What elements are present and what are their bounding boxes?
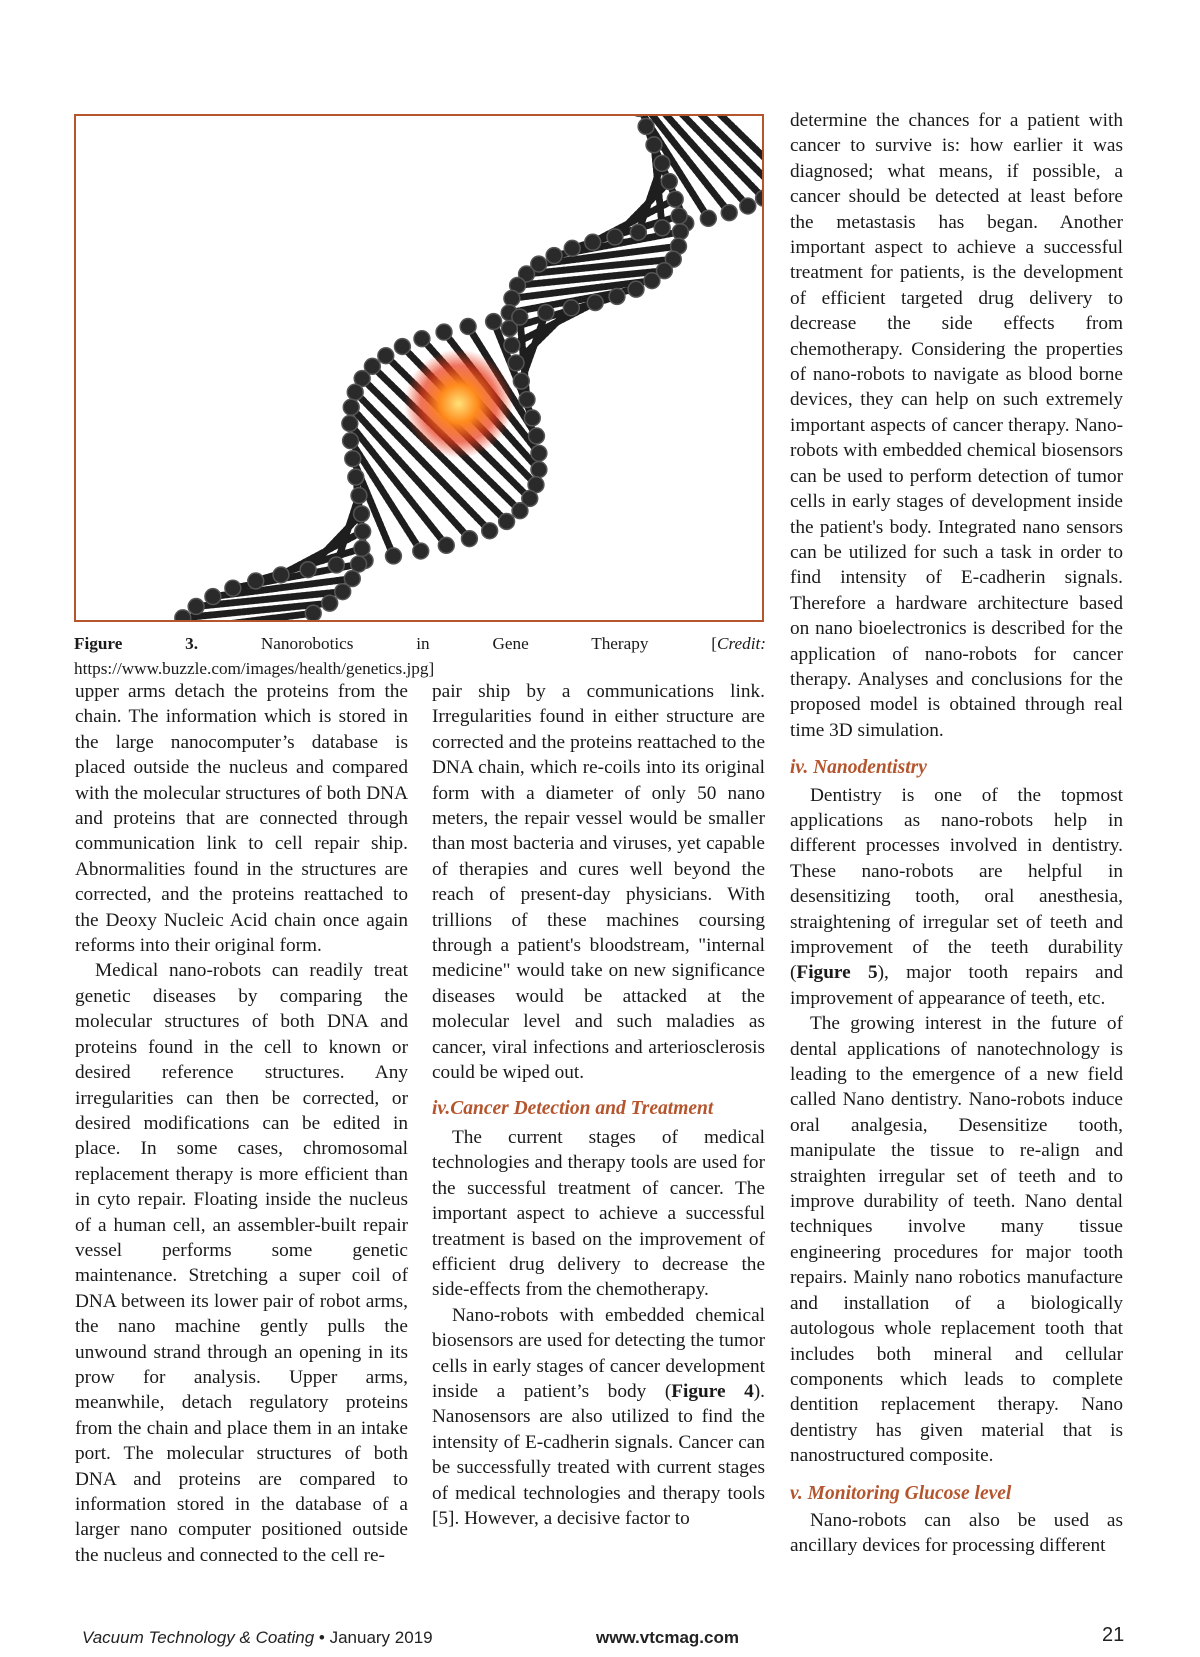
helix-node — [205, 589, 221, 605]
helix-node — [585, 234, 601, 250]
right-p2-before: Dentistry is one of the topmost applications as nano-robots help in different processes involved in dentistry. These nano-robots are helpful in desensitizing tooth, oral anesthesia, straightening of irregular set of teeth and improvement of the teeth durability ( — [790, 784, 1123, 984]
helix-node — [482, 523, 498, 539]
helix-node — [672, 224, 688, 240]
helix-node — [513, 373, 529, 389]
helix-node — [438, 537, 454, 553]
helix-node — [661, 174, 677, 190]
helix-node — [646, 137, 662, 153]
helix-node — [394, 339, 410, 355]
helix-node — [414, 331, 430, 347]
helix-node — [328, 557, 344, 573]
dna-helix-illustration — [76, 116, 762, 620]
middle-paragraph-2: The current stages of medical technologies and therapy tools are used for the successful treatment of cancer. The important aspect to achieve a successful treatment is based on the improvement of efficient drug delivery to decrease the side-effects from the chemotherapy. — [432, 1126, 765, 1301]
middle-p3-after: ). Nanosensors are also utilized to find the intensity of E-cadherin signals. Cancer can be successfully treated with current stages of medical technologies and therapy tools [5]. However, a decisive factor to — [432, 1380, 765, 1529]
helix-node — [461, 531, 477, 547]
section-heading-glucose: v. Monitoring Glucose level — [790, 1482, 1012, 1504]
caption-credit-label: Credit: — [716, 634, 766, 653]
helix-node — [345, 451, 361, 467]
helix-node — [378, 348, 394, 364]
helix-node — [348, 469, 364, 485]
helix-node — [564, 240, 580, 256]
helix-node — [300, 562, 316, 578]
helix-node — [654, 220, 670, 236]
middle-paragraph-3 — [432, 1303, 765, 1532]
helix-node — [343, 433, 359, 449]
footer-separator: • — [314, 1628, 330, 1647]
helix-node — [342, 416, 358, 432]
helix-node — [628, 281, 644, 297]
helix-node — [607, 229, 623, 245]
helix-node — [740, 198, 756, 214]
helix-node — [524, 410, 540, 426]
helix-node — [335, 584, 351, 600]
right-column — [790, 108, 1123, 1559]
left-column — [75, 679, 408, 1568]
helix-node — [460, 319, 476, 335]
helix-node — [273, 567, 289, 583]
helix-node — [638, 119, 654, 135]
helix-node — [188, 599, 204, 615]
helix-node — [354, 540, 370, 556]
helix-node — [175, 610, 191, 620]
helix-node — [630, 224, 646, 240]
right-p2-after: ), major tooth repairs and improvement of appearance of teeth, etc. — [790, 962, 1123, 1009]
helix-node — [508, 355, 524, 371]
helix-node — [538, 305, 554, 321]
helix-node — [225, 580, 241, 596]
helix-node — [671, 208, 687, 224]
helix-node — [531, 462, 547, 478]
helix-node — [644, 273, 660, 289]
helix-node — [504, 337, 520, 353]
caption-text: Nanorobotics in Gene Therapy [ — [198, 634, 717, 653]
helix-node — [347, 384, 363, 400]
helix-node — [354, 506, 370, 522]
helix-node — [355, 524, 371, 540]
helix-node — [343, 399, 359, 415]
helix-node — [351, 488, 367, 504]
website-link[interactable]: www.vtcmag.com — [596, 1628, 739, 1647]
helix-node — [305, 605, 321, 620]
helix-node — [667, 191, 683, 207]
right-paragraph-2 — [790, 783, 1123, 1012]
right-paragraph-1: determine the chances for a patient with cancer to survive is: how earlier it was diagnosed; what means, if possible, a cancer should be detected at least before the metastasis has began. Another important aspect to achieve a successful treatment for patients, is the development of efficient targeted drug delivery to decrease the side effects from chemotherapy. Considering the properties of nano-robots to navigate as blood borne devices, they can help on such extremely important aspects of cancer therapy. Nano-robots with embedded chemical biosensors can be used to perform detection of tumor cells in early stages of development inside the patient's body. Integrated nano sensors can be utilized for such a task in order to find intensity of E-cadherin signals. Therefore a hardware architecture based on nano bioelectronics is described for the application of nano-robots for cancer therapy. Analyses and conclusions for the proposed model is obtained through real time 3D simulation. — [790, 110, 1123, 741]
figure-5-reference: Figure 5 — [796, 962, 878, 984]
helix-node — [563, 300, 579, 316]
publication-name: Vacuum Technology & Coating — [82, 1628, 315, 1647]
caption-credit-url: https://www.buzzle.com/images/health/genetics.jpg] — [74, 659, 435, 678]
figure-caption — [74, 631, 766, 681]
helix-node — [529, 428, 545, 444]
right-paragraph-4: Nano-robots can also be used as ancillary devices for processing different — [790, 1509, 1123, 1557]
helix-node — [248, 573, 264, 589]
caption-label: Figure 3. — [74, 634, 199, 653]
helix-node — [546, 248, 562, 264]
helix-node — [519, 392, 535, 408]
helix-node — [504, 290, 520, 306]
helix-node — [531, 445, 547, 461]
issue-date: January 2019 — [329, 1628, 433, 1647]
helix-node — [721, 205, 737, 221]
helix-node — [654, 155, 670, 171]
section-heading-cancer: iv.Cancer Detection and Treatment — [432, 1097, 714, 1119]
helix-node — [322, 595, 338, 611]
middle-paragraph-1: pair ship by a communications link. Irregularities found in either structure are corrected and the proteins reattached to the DNA chain, which re-coils into its original form with a diameter of only 50 nano meters, the repair vessel would be smaller than most bacteria and viruses, yet capable of therapies and cures well beyond the reach of present-day physicians. With trillions of these machines coursing through a patient's bloodstream, "internal medicine" would take on new significance diseases would be attacked at the molecular level and such maladies as cancer, viral infections and arteriosclerosis could be wiped out. — [432, 681, 765, 1084]
helix-node — [512, 503, 528, 519]
middle-column — [432, 679, 765, 1531]
helix-node — [436, 324, 452, 340]
helix-node — [700, 210, 716, 226]
figure-image — [74, 114, 764, 622]
right-paragraph-3: The growing interest in the future of dental applications of nanotechnology is leading to the emergence of a new field called Nano dentistry. Nano-robots induce oral analgesia, Desensitize tooth, manipulate the tissue to re-align and straighten irregular set of teeth and to improve durability of teeth. Nano dental techniques involve many tissue engineering procedures for major tooth repairs. Mainly nano robotics manufacture and installation of a biologically autologous whole replacement tooth that includes both mineral and cellular components which leads to complete dentition replacement therapy. Nano dentistry has given material that is nanostructured composite. — [790, 1013, 1123, 1467]
left-paragraph-1: upper arms detach the proteins from the chain. The information which is stored in the large nanocomputer’s database is placed outside the nucleus and compared with the molecular structures of both DNA and proteins that are connected through communication link to cell repair ship. Abnormalities found in the structures are corrected, and the proteins reattached to the Deoxy Nucleic Acid chain once again reforms into their original form. — [75, 681, 408, 957]
left-paragraph-2: Medical nano-robots can readily treat genetic diseases by comparing the molecular structures of both DNA and proteins found in the cell to known or desired reference structures. Any irregularities can then be corrected, or desired modifications can be edited in place. In some cases, chromosomal replacement therapy is more efficient than in cyto repair. Floating inside the nucleus of a human cell, an assembler-built repair vessel performs some genetic maintenance. Stretching a super coil of DNA between its lower pair of robot arms, the nano machine gently pulls the unwound strand through an opening in its prow for analysis. Upper arms, meanwhile, detach regulatory proteins from the chain and place them in an intake port. The molecular structures of both DNA and proteins are compared to information stored in the database of a larger nano computer positioned outside the nucleus and connected to the cell re- — [75, 960, 408, 1566]
helix-node — [386, 548, 402, 564]
footer-publication — [82, 1628, 433, 1648]
middle-p3-before: Nano-robots with embedded chemical biosensors are used for detecting the tumor cells in early stages of cancer development inside a patient’s body ( — [432, 1304, 765, 1402]
figure-4-reference: Figure 4 — [671, 1380, 754, 1402]
helix-node — [587, 295, 603, 311]
helix-node — [512, 309, 528, 325]
section-heading-nanodentistry: iv. Nanodentistry — [790, 757, 927, 779]
helix-node — [499, 514, 515, 530]
helix-node — [351, 556, 367, 572]
helix-node — [413, 543, 429, 559]
page-number: 21 — [1102, 1624, 1125, 1646]
glow-spot — [404, 349, 513, 458]
helix-node — [609, 289, 625, 305]
helix-node — [486, 314, 502, 330]
